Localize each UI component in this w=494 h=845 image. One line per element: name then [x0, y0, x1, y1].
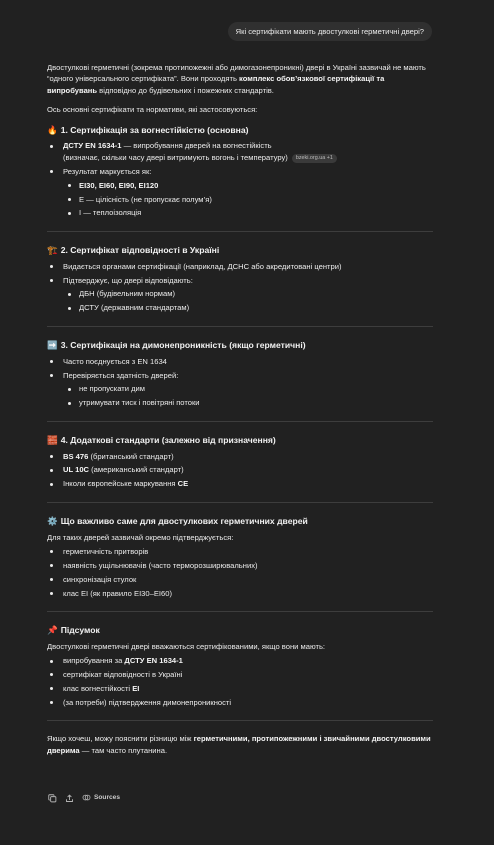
sub-list-item: ДСТУ (державним стандартам) [63, 302, 433, 313]
section-double-leaf-specifics [47, 515, 433, 599]
section-fire-resistance [47, 124, 433, 219]
list-item [47, 451, 433, 462]
brick-icon: 🧱 [47, 434, 58, 445]
sub-list [63, 180, 433, 219]
share-icon[interactable] [64, 793, 74, 803]
section-compliance-certificate [47, 244, 433, 314]
section-lead: Для таких дверей зазвичай окремо підтверджується: [47, 532, 234, 542]
gear-icon: ⚙️ [47, 515, 58, 526]
sub-list [63, 288, 433, 313]
list-item: Видається органами сертифікації (наприклад, ДСНС або акредитовані центри) [47, 261, 433, 272]
list-item: наявність ущільнювачів (часто терморозширювальних) [47, 560, 433, 571]
list-item [47, 655, 433, 666]
closing-bold: герметичними, протипожежними і звичайними двостулковими дверима [47, 734, 431, 755]
bold-term: UL 10C [63, 465, 90, 475]
copy-icon[interactable] [47, 793, 57, 803]
intro-bold: комплекс обов’язкової сертифікації та випробувань [47, 74, 385, 95]
list-item [47, 370, 433, 409]
user-message-bubble: Які сертифікати мають двостулкові герметичні двері? [228, 22, 432, 41]
item-text: (американський стандарт) [89, 465, 184, 475]
list-item [47, 166, 433, 219]
item-text: Інколи європейське маркування [63, 479, 178, 489]
list [47, 140, 433, 218]
list-item: сертифікат відповідності в Україні [47, 669, 433, 680]
section-title-text: Підсумок [60, 625, 100, 636]
item-text: Підтверджує, що двері відповідають: [63, 275, 193, 285]
bold-term: ДСТУ EN 1634-1 [63, 141, 122, 151]
list-item: (за потреби) підтвердження димонепроникності [47, 697, 433, 708]
item-text: клас вогнестійкості [63, 684, 133, 694]
list [47, 356, 433, 409]
intro-text-end: відповідно до будівельних і пожежних стандартів. [97, 85, 274, 95]
list-item [47, 140, 433, 163]
bold-term: EI30, EI60, EI90, EI120 [79, 180, 159, 190]
item-text: (британський стандарт) [88, 451, 174, 461]
sub-list-item: не пропускати дим [63, 383, 433, 394]
list [47, 546, 433, 599]
source-badge[interactable]: bzeki.org.ua +1 [292, 154, 337, 163]
section-title-text: 2. Сертифікат відповідності в Україні [60, 244, 220, 255]
bold-term: EI [132, 684, 140, 694]
list-item [47, 683, 433, 694]
closing-text: Якщо хочеш, можу пояснити різницю між [47, 734, 194, 744]
section-title [47, 244, 433, 257]
section-smoke-tightness [47, 339, 433, 409]
item-text: — випробування дверей на вогнестійкість [121, 141, 272, 151]
bold-term: BS 476 [63, 451, 89, 461]
list-item: Часто поєднується з EN 1634 [47, 356, 433, 367]
section-title [47, 434, 433, 447]
divider [47, 611, 433, 612]
divider [47, 502, 433, 503]
pushpin-icon: 📌 [47, 625, 58, 636]
list-item: клас EI (як правило EI30–EI60) [47, 588, 433, 599]
list [47, 655, 433, 708]
divider [47, 326, 433, 327]
list [47, 261, 433, 314]
sources-button[interactable] [82, 793, 120, 803]
intro-paragraph [47, 62, 433, 96]
section-title-text: 3. Сертифікація на димонепроникність (якщо герметичні) [60, 339, 306, 350]
section-title [47, 624, 433, 637]
closing-paragraph [47, 733, 433, 756]
section-title-text: 1. Сертифікація за вогнестійкістю (основна) [60, 124, 249, 135]
section-title-text: 4. Додаткові стандарти (залежно від призначення) [60, 434, 276, 445]
assistant-answer [47, 62, 433, 764]
closing-text-end: — там часто плутанина. [79, 745, 168, 755]
list-item: герметичність притворів [47, 546, 433, 557]
sources-label: Sources [94, 794, 121, 802]
item-text: Перевіряється здатність дверей: [63, 370, 179, 380]
list-item [47, 464, 433, 475]
list-item [47, 275, 433, 314]
divider [47, 421, 433, 422]
lead-paragraph: Ось основні сертифікати та нормативи, які застосовуються: [47, 105, 258, 115]
sub-list-item: I — теплоізоляція [63, 207, 433, 218]
list-item [47, 478, 433, 489]
divider [47, 720, 433, 721]
item-text-line2: (визначає, скільки часу двері витримують вогонь і температуру) [63, 152, 288, 162]
sub-list-item [63, 180, 433, 191]
message-actions [47, 793, 120, 803]
sub-list [63, 383, 433, 408]
bold-term: ДСТУ EN 1634-1 [124, 656, 183, 666]
section-summary [47, 624, 433, 708]
item-text: випробування за [63, 656, 125, 666]
construction-icon: 🏗️ [47, 244, 58, 255]
list-item: синхронізація стулок [47, 574, 433, 585]
sub-list-item: утримувати тиск і повітряні потоки [63, 397, 433, 408]
intro-text: Двостулкові герметичні (зокрема протипожежні або димогазонепроникні) двері в Україні зазвичай не мають “одного універсального сертифіката”. Вони проходять [47, 63, 426, 84]
section-title-text: Що важливо саме для двостулкових герметичних дверей [60, 515, 308, 526]
sub-list-item: ДБН (будівельним нормам) [63, 288, 433, 299]
section-additional-standards [47, 434, 433, 490]
section-title [47, 515, 433, 528]
section-title [47, 339, 433, 352]
divider [47, 231, 433, 232]
section-lead: Двостулкові герметичні двері вважаються сертифікованими, якщо вони мають: [47, 642, 326, 651]
list [47, 451, 433, 490]
sub-list-item: E — цілісність (не пропускає полум’я) [63, 194, 433, 205]
section-title [47, 124, 433, 137]
item-text: Результат маркується як: [63, 166, 152, 176]
bold-term: CE [177, 479, 189, 489]
sources-icon [82, 793, 91, 802]
arrow-right-icon: ➡️ [47, 339, 58, 350]
fire-icon: 🔥 [47, 124, 58, 135]
